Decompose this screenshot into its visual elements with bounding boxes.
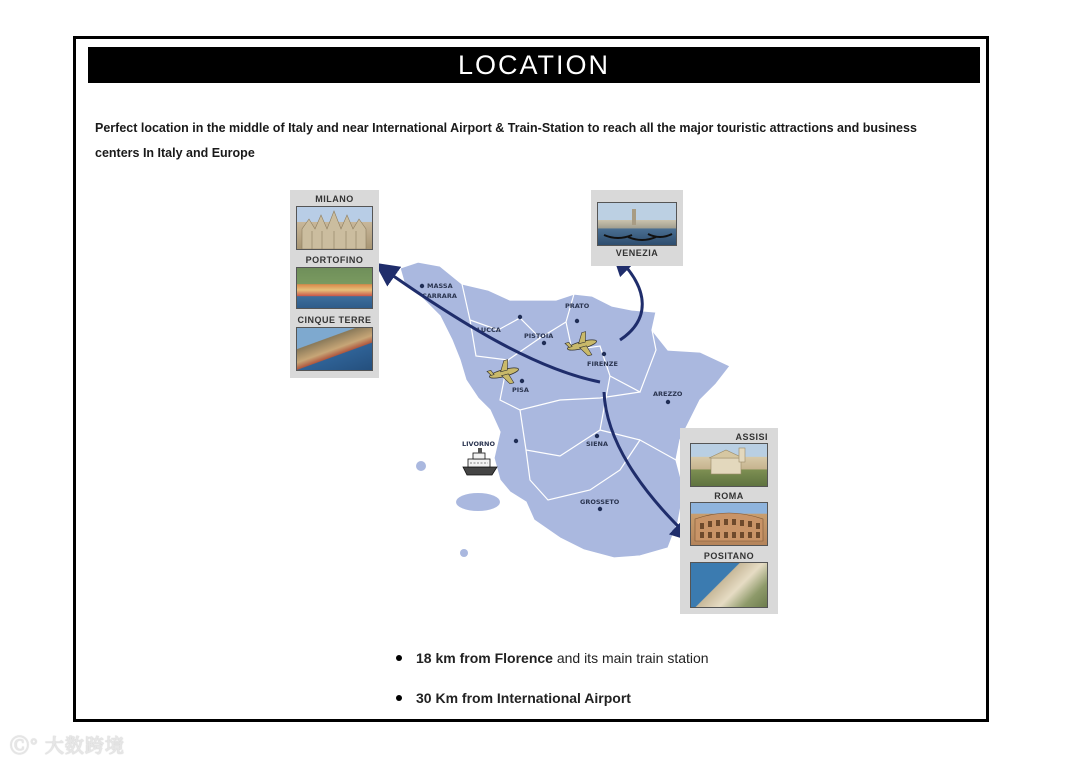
- destination-label-cinque-terre: CINQUE TERRE: [297, 315, 372, 325]
- destination-label-venezia: VENEZIA: [615, 248, 659, 258]
- city-label-pisa: PISA: [512, 386, 529, 394]
- intro-line-2: centers In Italy and Europe: [95, 146, 255, 160]
- destinations-panel-south-east: [680, 428, 778, 614]
- destination-label-positano: POSITANO: [703, 551, 755, 561]
- cathedral-icon: [297, 207, 372, 249]
- destinations-panel-north-west: [290, 190, 379, 378]
- bullet-bold-text: 18 km from Florence: [416, 650, 553, 666]
- bullet-icon: [396, 655, 402, 661]
- destination-label-assisi: ASSISI: [735, 432, 768, 442]
- city-label-prato: PRATO: [565, 302, 590, 310]
- city-label-firenze: FIRENZE: [587, 360, 618, 368]
- photo-portofino: [296, 267, 373, 309]
- intro-line-1: Perfect location in the middle of Italy and near International Airport & Train-Station to reach all the major touristic attractions and business: [95, 121, 917, 135]
- bullet-bold-text: 30 Km from International Airport: [416, 690, 631, 706]
- page-title: LOCATION: [88, 47, 980, 83]
- city-label-livorno: LIVORNO: [462, 440, 495, 448]
- photo-venezia: [597, 202, 677, 246]
- basilica-icon: [691, 444, 767, 486]
- watermark: [10, 731, 125, 758]
- city-label-carrara: CARRARA: [422, 292, 457, 300]
- destination-label-milano: MILANO: [315, 194, 354, 204]
- photo-positano: [690, 562, 768, 608]
- city-label-grosseto: GROSSETO: [580, 498, 620, 506]
- city-label-pistoia: PISTOIA: [524, 332, 554, 340]
- photo-cinque-terre: [296, 327, 373, 371]
- city-label-massa: MASSA: [427, 282, 453, 290]
- island-elba: [456, 493, 500, 511]
- colosseum-icon: [691, 503, 767, 545]
- destination-label-roma: ROMA: [714, 491, 744, 501]
- photo-roma: [690, 502, 768, 546]
- ship-icon: [463, 448, 497, 475]
- destinations-panel-venezia: [591, 190, 683, 266]
- bullet-rest-text: and its main train station: [552, 650, 709, 666]
- photo-milano: [296, 206, 373, 250]
- destination-label-portofino: PORTOFINO: [305, 255, 364, 265]
- watermark-logo-icon: Ⓒ°: [10, 736, 39, 757]
- gondola-icon: [598, 203, 676, 245]
- city-label-siena: SIENA: [586, 440, 609, 448]
- watermark-text: 大数跨境: [44, 736, 125, 757]
- city-label-lucca: LUCCA: [477, 326, 501, 334]
- bullet-icon: [396, 695, 402, 701]
- photo-assisi: [690, 443, 768, 487]
- island-capraia: [416, 461, 426, 471]
- island-giglio: [460, 549, 468, 557]
- city-label-arezzo: AREZZO: [653, 390, 683, 398]
